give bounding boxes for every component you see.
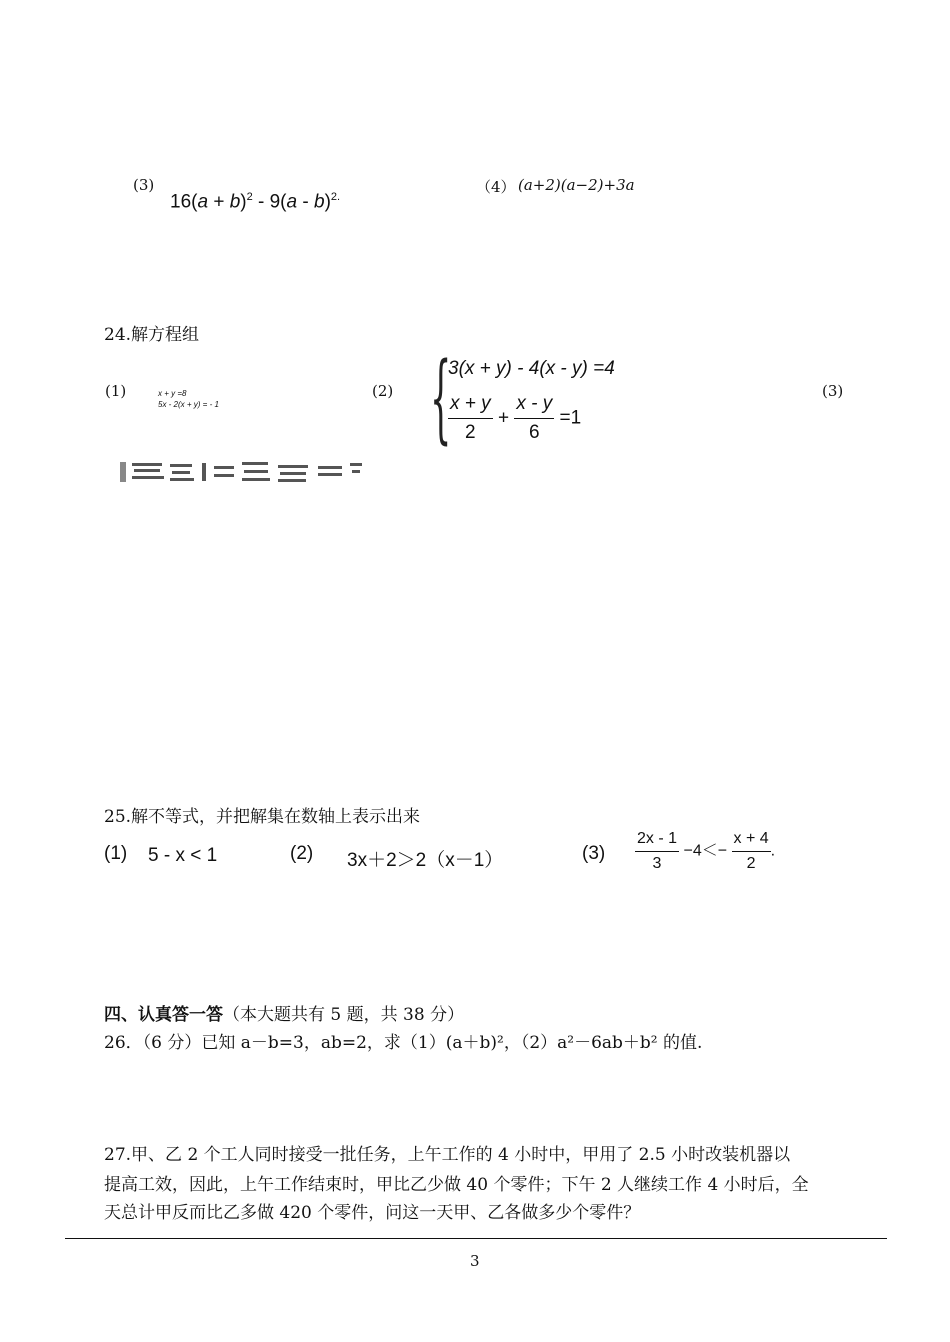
q24-part1-system xyxy=(158,388,219,410)
q24-part1-label: (1) xyxy=(105,382,127,400)
q25-part2-label: (2) xyxy=(290,843,314,864)
q24-part2-label: (2) xyxy=(372,382,394,400)
page-number: 3 xyxy=(470,1252,480,1270)
q24-part2-eq2: $\frac{x + y}{2}$ + $\frac{x - y}{6}$ =1 xyxy=(450,393,582,443)
q27-line2: 提高工效，因此，上午工作结束时，甲比乙少做 40 个零件；下午 2 人继续工作 4 小时后，全 xyxy=(104,1175,809,1195)
q25-part1-label: (1) xyxy=(104,843,128,864)
q23-part4-expression: (a+2)(a−2)+3a xyxy=(518,176,635,194)
q23-part3-label: (3) xyxy=(133,176,155,194)
q25-part1-expression: 5 - x < 1 xyxy=(148,845,218,866)
q27-line3: 天总计甲反而比乙多做 420 个零件，问这一天甲、乙各做多少个零件？ xyxy=(104,1203,641,1223)
section4-note: （本大题共有 5 题，共 38 分） xyxy=(223,1005,465,1025)
q24-title: 24.解方程组 xyxy=(104,325,200,345)
footer-divider xyxy=(65,1238,887,1239)
q24-part1-eq1: x + y =8 xyxy=(158,389,187,398)
q25-part3-label: (3) xyxy=(582,843,606,864)
q26-text: 26．（6 分）已知 a－b=3，ab=2，求（1）(a＋b)²，（2）a²－6ab＋b² 的值. xyxy=(104,1033,703,1053)
q25-title: 25.解不等式，并把解集在数轴上表示出来 xyxy=(104,807,421,827)
q24-part1-eq2: 5x - 2(x + y) = - 1 xyxy=(158,400,219,409)
section4-heading-line xyxy=(104,1000,464,1025)
q25-part2-expression: 3x＋2＞2（x－1） xyxy=(347,850,504,871)
q23-part3-expression: $16(a + b)^2 - 9(a - b)^{2.}$ xyxy=(170,191,341,213)
q24-part2-brace: { xyxy=(430,342,452,454)
q24-part3-label: (3) xyxy=(822,382,844,400)
q24-part2-eq1: 3(x + y) - 4(x - y) =4 xyxy=(448,358,615,379)
q25-part3-expression: $\frac{2x - 1}{3}$ −4＜− $\frac{x + 4}{2}$ . xyxy=(637,830,776,872)
q24-part3-garbled-image xyxy=(118,458,368,486)
q23-part4-label: （4） xyxy=(476,178,516,196)
section4-heading: 四、认真答一答 xyxy=(104,1005,223,1025)
q27-line1: 27.甲、乙 2 个工人同时接受一批任务，上午工作的 4 小时中，甲用了 2.5 小时改装机器以 xyxy=(104,1145,791,1165)
